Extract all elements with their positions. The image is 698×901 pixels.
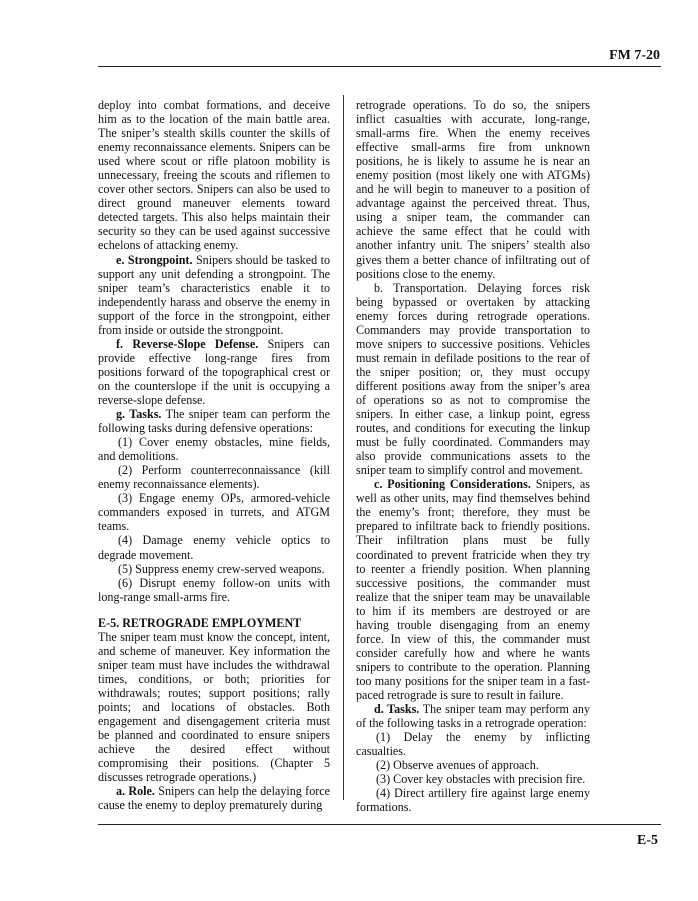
list-item: (4) Direct artillery fire against large enemy formations. — [356, 786, 590, 815]
column-divider — [343, 95, 344, 800]
header-rule — [98, 66, 661, 67]
paragraph-transportation: b. Transportation. Delaying forces risk being bypassed or overtaken by attacking enemy forces during retrograde operations. Commanders may provide transportation to move snipers to successive positions. Vehicles must remain in defilade positions to the rear of the sniper position; or, they must occupy different positions away from the sniper’s area of operations so as not to compromise the snipers. In either case, a linkup point, egress routes, and conditions for executing the linkup must be fully coordinated. Commanders may also provide communications assets to the sniper team to simplify control and movement. — [356, 280, 590, 478]
list-item: (1) Delay the enemy by inflicting casualties. — [356, 730, 590, 759]
list-item: (3) Cover key obstacles with precision fire. — [376, 772, 586, 787]
subhead-tasks: d. Tasks. — [374, 702, 420, 717]
paragraph: deploy into combat formations, and deceive him as to the location of the main battle area. The sniper’s stealth skills counter the skills of enemy reconnaissance elements. Snipers can be used where scout or rifle platoon mobility is unnecessary, freeing the scouts and riflemen to cover other sectors. Snipers can also be used to direct ground maneuver elements toward detected targets. This also helps maintain their security so they can be used against successive echelons of attacking enemy. — [98, 98, 330, 253]
paragraph-text: The sniper team can perform the following tasks during defensive operations: — [98, 407, 330, 436]
paragraph-role — [98, 784, 330, 812]
page-number: E-5 — [637, 833, 658, 848]
paragraph-strongpoint — [98, 253, 330, 337]
paragraph-positioning — [356, 477, 590, 702]
subhead-reverse-slope: f. Reverse-Slope Defense. — [116, 336, 259, 351]
paragraph: The sniper team must know the concept, intent, and scheme of maneuver. Key information the sniper team must have includes the withdrawal times, conditions, or both; priorities for withdrawals; routes; support positions; rally points; and locations of obstacles. Both engagement and disengagement criteria must be planned and coordinated to ensure snipers achieve the desired effect without compromising their positions. (Chapter 5 discusses retrograde operations.) — [98, 629, 330, 785]
manual-id: FM 7-20 — [609, 48, 660, 63]
section-heading: E-5. RETROGRADE EMPLOYMENT — [98, 615, 302, 630]
paragraph-text: Snipers can help the delaying force cause the enemy to deploy prematurely during — [98, 784, 330, 813]
left-column — [98, 98, 330, 812]
paragraph-text: Snipers should be tasked to support any unit defending a strongpoint. The sniper team’s characteristics enable it to independently harass and observe the enemy in support of the force in the strongpoint, either from inside or outside the strongpoint. — [98, 252, 331, 337]
paragraph-tasks — [98, 407, 330, 435]
paragraph-text: Snipers can provide effective long-range fires from positions forward of the topographical crest or on the counterslope if the unit is occupying a reverse-slope defense. — [98, 336, 330, 407]
subhead-positioning: c. Positioning Considerations. — [374, 477, 531, 492]
subhead-role: a. Role. — [116, 784, 155, 799]
subhead-strongpoint: e. Strongpoint. — [116, 252, 193, 267]
list-item: (2) Observe avenues of approach. — [376, 758, 539, 773]
list-item: (3) Engage enemy OPs, armored-vehicle commanders exposed in turrets, and ATGM teams. — [98, 491, 330, 534]
paragraph-text: The sniper team may perform any of the following tasks in a retrograde operation: — [356, 702, 590, 731]
list-item: (2) Perform counterreconnaissance (kill enemy reconnaissance elements). — [98, 463, 330, 492]
right-column — [356, 98, 590, 814]
subhead-tasks: g. Tasks. — [116, 407, 162, 422]
list-item: (6) Disrupt enemy follow-on units with long-range small-arms fire. — [98, 575, 330, 604]
list-item: (1) Cover enemy obstacles, mine fields, and demolitions. — [98, 435, 330, 464]
paragraph-reverse-slope — [98, 337, 330, 407]
paragraph-retrograde-tasks — [356, 702, 590, 730]
paragraph: retrograde operations. To do so, the snipers inflict casualties with accurate, long-range, small-arms fire. When the enemy receives effective small-arms fire from unknown positions, he is likely to assume he is near an enemy position (most likely one with ATGMs) and he will begin to maneuver to a position of advantage against the perceived threat. Thus, using a sniper team, the commander can achieve the same effect that he could with another infantry unit. The snipers’ stealth also gives them a better chance of infiltrating out of positions close to the enemy. — [356, 98, 590, 281]
footer-rule — [98, 824, 661, 825]
list-item: (5) Suppress enemy crew-served weapons. — [118, 561, 325, 576]
paragraph-text: Snipers, as well as other units, may find themselves behind the enemy’s front; therefore, they must be prepared to infiltrate back to friendly positions. Their infiltration plans must be fully coordinated to prevent fratricide when they try to reenter a friendly position. When planning successive positions, the commander must realize that the sniper team may be unavailable to him if its members are destroyed or are having trouble disengaging from an enemy force. In view of this, the commander must consider carefully how and where he wants snipers to contribute to the operation. Planning too many positions for the sniper team in a fast-paced retrograde is sure to result in failure. — [356, 477, 590, 702]
list-item: (4) Damage enemy vehicle optics to degrade movement. — [98, 533, 330, 562]
